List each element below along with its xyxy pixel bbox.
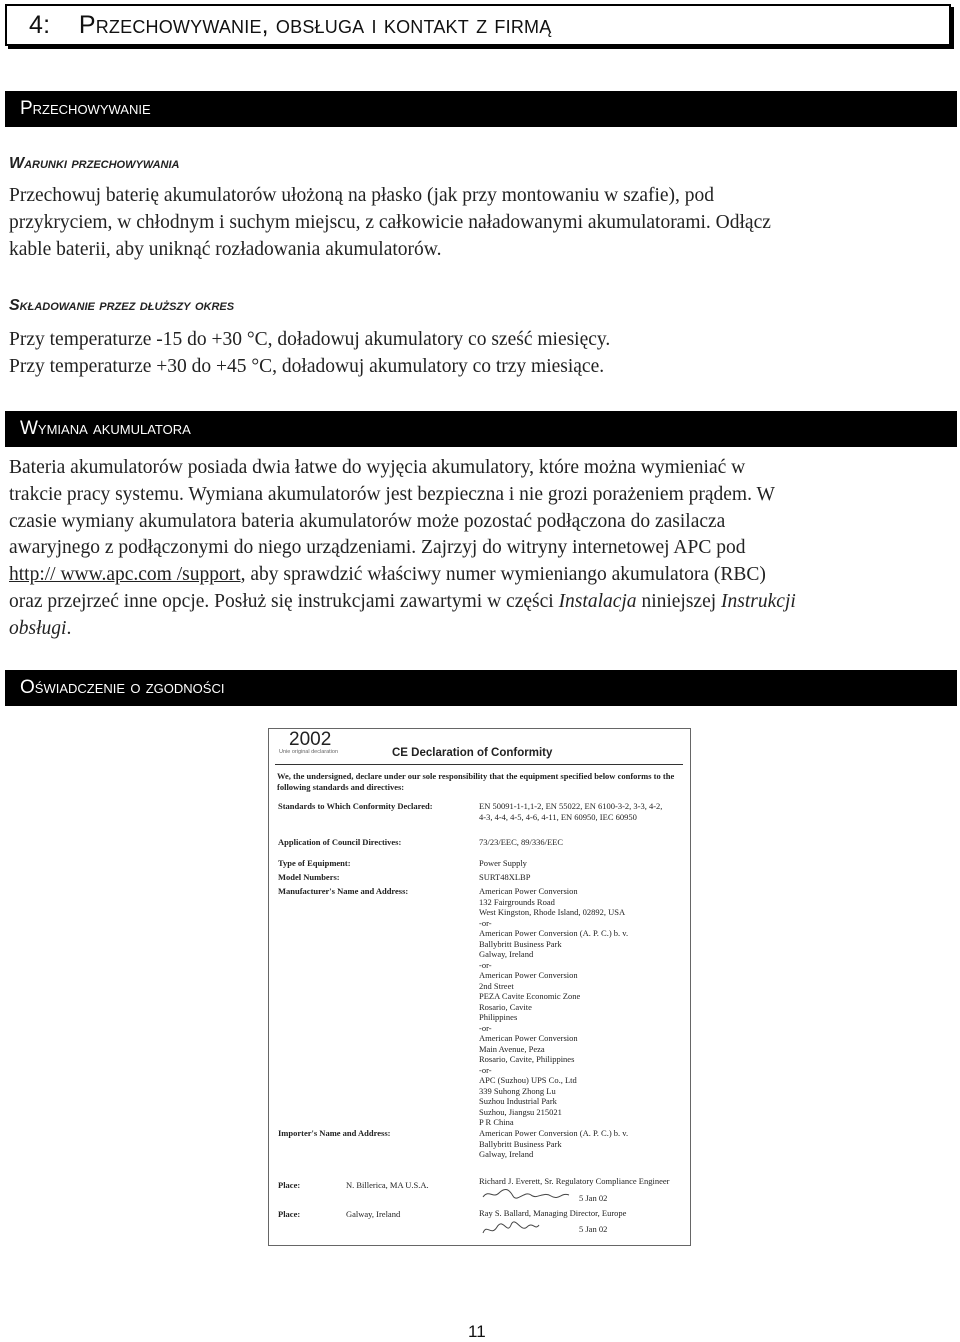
declaration-intro: We, the undersigned, declare under our sole responsibility that the equipment specified below conforms to the following standards and directives: <box>277 771 675 792</box>
manufacturer-line: Ballybritt Business Park <box>479 938 562 949</box>
manufacturer-line: American Power Conversion (A. P. C.) b. v. <box>479 928 629 938</box>
paragraph-line: Przechowuj baterię akumulatorów ułożoną na płasko (jak przy montowaniu w szafie), pod <box>9 185 715 206</box>
line6-text: oraz przejrzeć inne opcje. Posłuż się instrukcjami zawartymi w części <box>9 590 559 612</box>
section-heading-conformity-text: Oświadczenie o zgodności <box>20 677 225 698</box>
manufacturer-line: -or- <box>479 1022 492 1033</box>
ce-declaration-document <box>268 728 691 1246</box>
line6-middle: niniejszej <box>636 590 722 612</box>
declaration-year: 2002 <box>289 729 332 750</box>
manual-ref-cont: obsługi <box>9 617 67 639</box>
importer-label: Importer's Name and Address: <box>278 1128 391 1138</box>
manufacturer-line: PEZA Cavite Economic Zone <box>479 991 581 1001</box>
subheading-longterm <box>9 297 234 315</box>
installation-ref: Instalacja <box>558 590 637 612</box>
paragraph-line: przykryciem, w chłodnym i suchym miejscu, z całkowicie naładowanymi akumulatorami. Odłącz <box>9 211 771 233</box>
manufacturer-line: Main Avenue, Peza <box>479 1043 545 1054</box>
section-heading-storage <box>5 91 957 127</box>
paragraph-replacement <box>9 455 949 643</box>
manufacturer-label: Manufacturer's Name and Address: <box>278 886 409 896</box>
paragraph-line <box>9 562 949 589</box>
signature-2 <box>481 1219 541 1242</box>
importer-line: Galway, Ireland <box>479 1149 534 1159</box>
manufacturer-line: West Kingston, Rhode Island, 02892, USA <box>479 907 626 917</box>
standards-line: 4-3, 4-4, 4-5, 4-6, 4-11, EN 60950, IEC 60950 <box>479 811 637 822</box>
manufacturer-line: 2nd Street <box>479 980 514 991</box>
manufacturer-line: Philippines <box>479 1012 518 1022</box>
chapter-title <box>29 11 551 40</box>
equipment-label: Type of Equipment: <box>278 858 351 868</box>
place1-value: N. Billerica, MA U.S.A. <box>346 1180 429 1190</box>
link-trailing-text: , aby sprawdzić właściwy numer wymieniango akumulatora (RBC) <box>240 564 766 586</box>
place2-label: Place: <box>278 1209 301 1219</box>
section-heading-storage-text: Przechowywanie <box>20 98 151 119</box>
paragraph-line <box>9 616 949 643</box>
manufacturer-value <box>479 886 628 1128</box>
manufacturer-line: APC (Suzhou) UPS Co., Ltd <box>479 1075 577 1085</box>
standards-label: Standards to Which Conformity Declared: <box>278 801 433 811</box>
paragraph-line: Bateria akumulatorów posiada dwia łatwe do wyjęcia akumulatory, które można wymieniać w <box>9 457 746 478</box>
paragraph-conditions <box>9 183 949 263</box>
manufacturer-line: 339 Suhong Zhong Lu <box>479 1085 556 1096</box>
standards-line: EN 50091-1-1,1-2, EN 55022, EN 6100-3-2, 3-3, 4-2, <box>479 801 663 811</box>
importer-value <box>479 1128 628 1160</box>
page-number: 11 <box>468 1322 486 1341</box>
standards-value <box>479 801 662 822</box>
signature-1 <box>481 1187 571 1204</box>
line7-end: . <box>66 617 72 639</box>
importer-line: Ballybritt Business Park <box>479 1138 562 1149</box>
paragraph-line: Przy temperaturze +30 do +45 °C, doładowuj akumulatory co trzy miesiące. <box>9 355 605 377</box>
section-heading-replacement-text: Wymiana akumulatora <box>20 418 191 439</box>
paragraph-line <box>9 589 949 616</box>
manufacturer-line: Galway, Ireland <box>479 949 534 959</box>
apc-support-link[interactable]: http:// www.apc.com /support <box>9 564 241 586</box>
subheading-longterm-text: Składowanie przez dłuższy okres <box>9 297 235 314</box>
paragraph-line: awaryjnego z podłączonymi do niego urządzeniami. Zajrzyj do witryny internetowej APC pod <box>9 537 746 559</box>
subheading-conditions <box>9 155 180 173</box>
subheading-conditions-text: Warunki przechowywania <box>9 155 180 172</box>
paragraph-longterm <box>9 327 949 381</box>
declaration-title: CE Declaration of Conformity <box>392 747 553 759</box>
declaration-year-note: Unie original declaration <box>279 749 339 755</box>
declaration-rule <box>275 764 683 765</box>
section-heading-conformity <box>5 670 957 706</box>
signer1-name: Richard J. Everett, Sr. Regulatory Compliance Engineer <box>479 1176 670 1186</box>
date1: 5 Jan 02 <box>579 1193 608 1203</box>
manufacturer-line: Suzhou Industrial Park <box>479 1096 557 1106</box>
model-label: Model Numbers: <box>278 872 340 882</box>
place1-label: Place: <box>278 1180 301 1190</box>
place2-value: Galway, Ireland <box>346 1209 401 1219</box>
chapter-header <box>5 4 951 46</box>
importer-line: American Power Conversion (A. P. C.) b. v. <box>479 1128 629 1138</box>
manufacturer-line: American Power Conversion <box>479 886 578 896</box>
equipment-value: Power Supply <box>479 858 527 868</box>
chapter-number: 4: <box>29 11 51 39</box>
section-heading-replacement <box>5 411 957 447</box>
manufacturer-line: -or- <box>479 959 492 970</box>
manufacturer-line: Suzhou, Jiangsu 215021 <box>479 1106 562 1117</box>
chapter-title-text: Przechowywanie, obsługa i kontakt z firmą <box>78 11 552 39</box>
model-value: SURT48XLBP <box>479 872 531 882</box>
directives-label: Application of Council Directives: <box>278 837 402 847</box>
manufacturer-line: P R China <box>479 1117 514 1127</box>
manufacturer-line: Rosario, Cavite <box>479 1001 532 1012</box>
paragraph-line: kable baterii, aby uniknąć rozładowania akumulatorów. <box>9 238 442 260</box>
manufacturer-line: American Power Conversion <box>479 1033 578 1043</box>
manufacturer-line: American Power Conversion <box>479 970 578 980</box>
date2: 5 Jan 02 <box>579 1224 608 1234</box>
signer2-name: Ray S. Ballard, Managing Director, Europe <box>479 1208 627 1218</box>
manufacturer-line: -or- <box>479 917 492 928</box>
paragraph-line: trakcie pracy systemu. Wymiana akumulatorów jest bezpieczna i nie grozi porażeniem prądem. W <box>9 483 775 505</box>
manufacturer-line: Rosario, Cavite, Philippines <box>479 1054 575 1064</box>
paragraph-line: czasie wymiany akumulatora bateria akumulatorów może pozostać podłączona do zasilacza <box>9 510 726 532</box>
manual-ref: Instrukcji <box>721 590 796 612</box>
manufacturer-line: 132 Fairgrounds Road <box>479 896 555 907</box>
directives-value: 73/23/EEC, 89/336/EEC <box>479 837 564 847</box>
manufacturer-line: -or- <box>479 1064 492 1075</box>
paragraph-line: Przy temperaturze -15 do +30 °C, doładowuj akumulatory co sześć miesięcy. <box>9 329 611 350</box>
